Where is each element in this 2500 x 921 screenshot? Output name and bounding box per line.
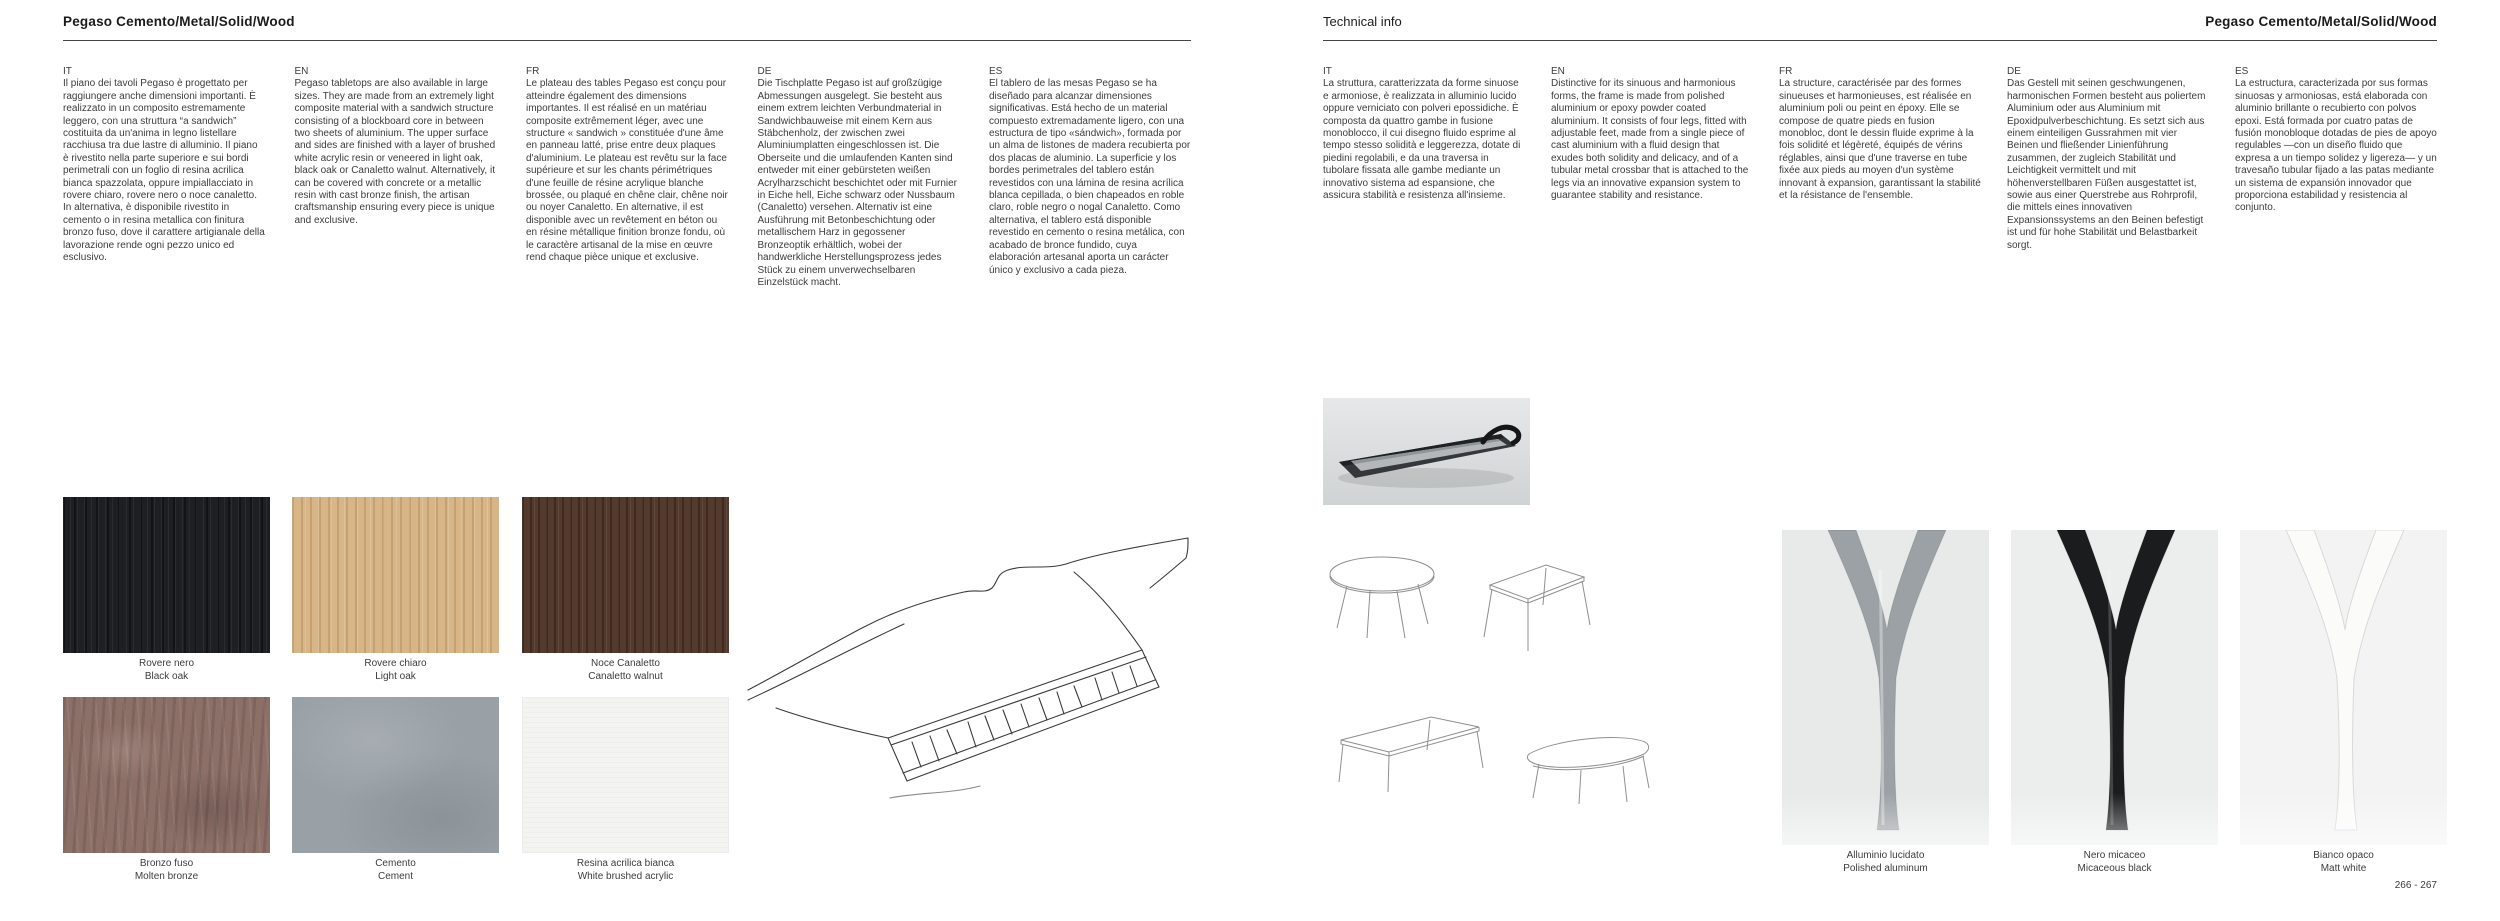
column-lang-label: DE: [2007, 66, 2021, 77]
left-text-columns: [63, 66, 1191, 289]
swatch-cemento: [292, 697, 499, 883]
swatch-name-it: Bronzo fuso: [139, 858, 194, 869]
table-leg-illustration: [1782, 530, 1989, 845]
column-body-text: Le plateau des tables Pegaso est conçu pour atteindre également des dimensions importantes. Il est réalisé en un matériau composite extrêmement léger, avec une structure « sandwich » constituée d'une âme en panneau latté, prise entre deux plaques d'aluminium. Le plateau est revêtu sur la face supérieure et sur les chants périmétriques d'une feuille de résine acrylique blanche brossée, ou plaqué en chêne clair, chêne noir ou noyer Canaletto. En alternative, il est disponible avec un revêtement en béton ou en résine métallique finition bronze fondu, où le caractère artisanal de la mise en œuvre rend chaque pièce unique et exclusive.: [526, 78, 728, 264]
column-lang-label: ES: [2235, 66, 2249, 77]
table-leg-illustration: [2011, 530, 2218, 845]
finish-name-it: Bianco opaco: [2313, 850, 2374, 861]
header-rule-left: [63, 40, 1191, 41]
swatch-image-cement: [292, 697, 499, 853]
right-text-columns: [1323, 66, 2437, 252]
finish-name-it: Alluminio lucidato: [1846, 850, 1925, 861]
swatch-caption: [63, 858, 270, 883]
finish-name-en: Matt white: [2320, 862, 2367, 874]
text-column-en: [1551, 66, 1753, 252]
swatch-name-it: Cemento: [375, 858, 416, 869]
swatch-bronzo-fuso: [63, 697, 270, 883]
swatch-name-it: Noce Canaletto: [591, 658, 660, 669]
text-column-es: [2235, 66, 2437, 252]
cable-tray-illustration: [1323, 398, 1530, 505]
swatch-image-walnut: [522, 497, 729, 653]
page-number: 266 - 267: [2394, 880, 2437, 891]
text-column-en: [295, 66, 497, 289]
column-body-text: Das Gestell mit seinen geschwungenen, harmonischen Formen besteht aus poliertem Aluminium oder aus Aluminium mit Epoxidpulverbeschichtung. Es setzt sich aus einem einteiligen Gussrahmen mit vier Beinen und fließender Linienführung zusammen, der zugleich Stabilität und Leichtigkeit vermittelt und mit höhenverstellbaren Füßen ausgestattet ist, sowie aus einer Querstrebe aus Rohrprofil, die mittels eines innovativen Expansionssystems an den Beinen befestigt ist und für hohe Stabilität und Belastbarkeit sorgt.: [2007, 78, 2206, 251]
swatch-name-en: Black oak: [144, 670, 189, 682]
text-column-it: [63, 66, 265, 289]
column-body-text: Il piano dei tavoli Pegaso è progettato per raggiungere anche dimensioni importanti. È realizzato in un composito estremamente leggero, con una struttura “a sandwich” costituita da un'anima in legno listellare racchiusa tra due lastre di alluminio. Il piano è rivestito nella parte superiore e sui bordi perimetrali con un foglio di resina acrilica bianca spazzolata, oppure impiallacciato in rovere chiaro, rovere nero o noce canaletto. In alternativa, è disponibile rivestito in cemento o in resina metallica con finitura bronzo fuso, dove il carattere artigianale della lavorazione rende ogni pezzo unico ed esclusivo.: [63, 78, 265, 264]
leg-photo-black: [2011, 530, 2218, 845]
table-leg-illustration: [2240, 530, 2447, 845]
column-lang-label: IT: [63, 66, 72, 77]
finish-matt-white: [2240, 530, 2447, 875]
column-body-text: Die Tischplatte Pegaso ist auf großzügige Abmessungen ausgelegt. Sie besteht aus einem extrem leichten Verbundmaterial in Sandwichbauweise mit einem Kern aus Stäbchenholz, der zwischen zwei Aluminiumplatten eingeschlossen ist. Die Oberseite und die umlaufenden Kanten sind entweder mit einer gebürsteten weißen Acrylharzschicht beschichtet oder mit Furnier in Eiche hell, Eiche schwarz oder Nussbaum (Canaletto) versehen. Alternativ ist eine Ausführung mit Betonbeschichtung oder metallischem Harz in gegossener Bronzeoptik erhältlich, wobei der handwerkliche Herstellungsprozess jedes Stück zu einem unverwechselbaren Einzelstück macht.: [757, 78, 958, 288]
swatch-name-it: Rovere chiaro: [364, 658, 427, 669]
swatch-name-en: Canaletto walnut: [588, 670, 663, 682]
column-body-text: El tablero de las mesas Pegaso se ha diseñado para alcanzar dimensiones significativas. Está hecho de un material compuesto extremadamente ligero, con una estructura de tipo «sándwich», formada por un alma de listones de madera recubierta por dos placas de aluminio. La superficie y los bordes perimetrales del tablero están revestidos con una lámina de resina acrílica blanca cepillada, o bien chapeados en roble claro, roble negro o nogal Canaletto. Como alternativa, el tablero está disponible revestido en cemento o resina metálica, con acabado de bronce fundido, cuya elaboración artesanal aporta un carácter único y exclusivo a cada pieza.: [989, 78, 1191, 276]
text-column-de: [2007, 66, 2209, 252]
text-column-de: [758, 66, 960, 289]
technical-info-heading: Technical info: [1323, 14, 1402, 29]
finish-polished-aluminum: [1782, 530, 1989, 875]
column-lang-label: EN: [294, 66, 309, 77]
swatch-image-light-oak: [292, 497, 499, 653]
round-table-drawing: [1325, 550, 1440, 645]
column-lang-label: FR: [526, 66, 540, 77]
swatch-rovere-chiaro: [292, 497, 499, 683]
column-body-text: La structure, caractérisée par des formes sinueuses et harmonieuses, est réalisée en aluminium poli ou peint en époxy. Elle se compose de quatre pieds en fusion monobloc, dont le dessin fluide exprime à la fois solidité et légèreté, équipés de vérins réglables, ainsi que d'une traverse en tube fixée aux pieds au moyen d'un système innovant à expansion, garantissant la stabilité et la résistance de l'ensemble.: [1779, 78, 1981, 202]
swatch-caption: [292, 658, 499, 683]
header-rule-right: [1323, 40, 2437, 41]
leg-photo-aluminum: [1782, 530, 1989, 845]
column-lang-label: IT: [1323, 66, 1332, 77]
finish-name-en: Polished aluminum: [1843, 862, 1928, 874]
finish-caption: [1782, 850, 1989, 875]
square-table-drawing: [1478, 555, 1593, 655]
swatch-name-it: Rovere nero: [138, 658, 195, 669]
column-lang-label: DE: [757, 66, 772, 77]
page-title-left: Pegaso Cemento/Metal/Solid/Wood: [63, 14, 295, 29]
column-body-text: La struttura, caratterizzata da forme sinuose e armoniose, è realizzata in alluminio lucido oppure verniciato con polveri epossidiche. È composta da quattro gambe in fusione monoblocco, il cui disegno fluido esprime al tempo stesso solidità e leggerezza, dotate di piedini regolabili, e da una traversa in tubolare fissata alle gambe mediante un innovativo sistema ad espansione, che assicura stabilità e resistenza all'insieme.: [1323, 78, 1521, 202]
swatch-caption: [63, 658, 270, 683]
finish-name-en: Micaceous black: [2077, 862, 2152, 874]
tabletop-section-sketch: [740, 482, 1195, 857]
swatch-caption: [292, 858, 499, 883]
rectangular-table-drawing: [1335, 710, 1485, 795]
column-lang-label: ES: [989, 66, 1003, 77]
cable-tray-photo: [1323, 398, 1530, 505]
barrel-table-drawing: [1523, 718, 1653, 806]
text-column-fr: [526, 66, 728, 289]
swatch-name-en: Light oak: [375, 670, 416, 682]
swatch-image-bronze: [63, 697, 270, 853]
text-column-it: [1323, 66, 1525, 252]
swatch-image-white-acrylic: [522, 697, 729, 853]
swatch-rovere-nero: [63, 497, 270, 683]
text-column-es: [989, 66, 1191, 289]
swatch-name-en: Molten bronze: [134, 870, 199, 882]
page-title-right: Pegaso Cemento/Metal/Solid/Wood: [2205, 14, 2437, 29]
column-body-text: Distinctive for its sinuous and harmonious forms, the frame is made from polished aluminium or epoxy powder coated aluminium. It consists of four legs, fitted with adjustable feet, made from a single piece of cast aluminium with a fluid design that exudes both solidity and delicacy, and of a tubular metal crossbar that is attached to the legs via an innovative expansion system to guarantee stability and resistance.: [1551, 78, 1749, 202]
swatch-resina-bianca: [522, 697, 729, 883]
column-lang-label: FR: [1779, 66, 1793, 77]
finish-caption: [2011, 850, 2218, 875]
swatch-name-en: Cement: [377, 870, 413, 882]
swatch-image-black-oak: [63, 497, 270, 653]
finish-caption: [2240, 850, 2447, 875]
leg-photo-white: [2240, 530, 2447, 845]
right-page-header: [1323, 14, 2437, 29]
column-body-text: La estructura, caracterizada por sus formas sinuosas y armoniosas, está elaborada con aluminio brillante o recubierto con polvos epoxi. Está formada por cuatro patas de fusión monobloque dotadas de pies de apoyo regulables —con un diseño fluido que expresa a un tiempo solidez y ligereza— y un travesaño tubular fijado a las patas mediante un sistema de expansión innovador que proporciona estabilidad y resistencia al conjunto.: [2235, 78, 2437, 214]
text-column-fr: [1779, 66, 1981, 252]
column-lang-label: EN: [1551, 66, 1565, 77]
swatch-caption: [522, 658, 729, 683]
finish-micaceous-black: [2011, 530, 2218, 875]
swatch-noce-canaletto: [522, 497, 729, 683]
swatch-name-it: Resina acrilica bianca: [576, 858, 675, 869]
swatch-caption: [522, 858, 729, 883]
swatch-name-en: White brushed acrylic: [577, 870, 674, 882]
column-body-text: Pegaso tabletops are also available in large sizes. They are made from an extremely light composite material with a sandwich structure consisting of a blockboard core in between two sheets of aluminium. The upper surface and sides are finished with a layer of brushed white acrylic resin or veneered in light oak, black oak or Canaletto walnut. Alternatively, it can be covered with concrete or a metallic resin with cast bronze finish, the artisan craftsmanship ensuring every piece is unique and exclusive.: [294, 78, 496, 226]
finish-name-it: Nero micaceo: [2083, 850, 2146, 861]
